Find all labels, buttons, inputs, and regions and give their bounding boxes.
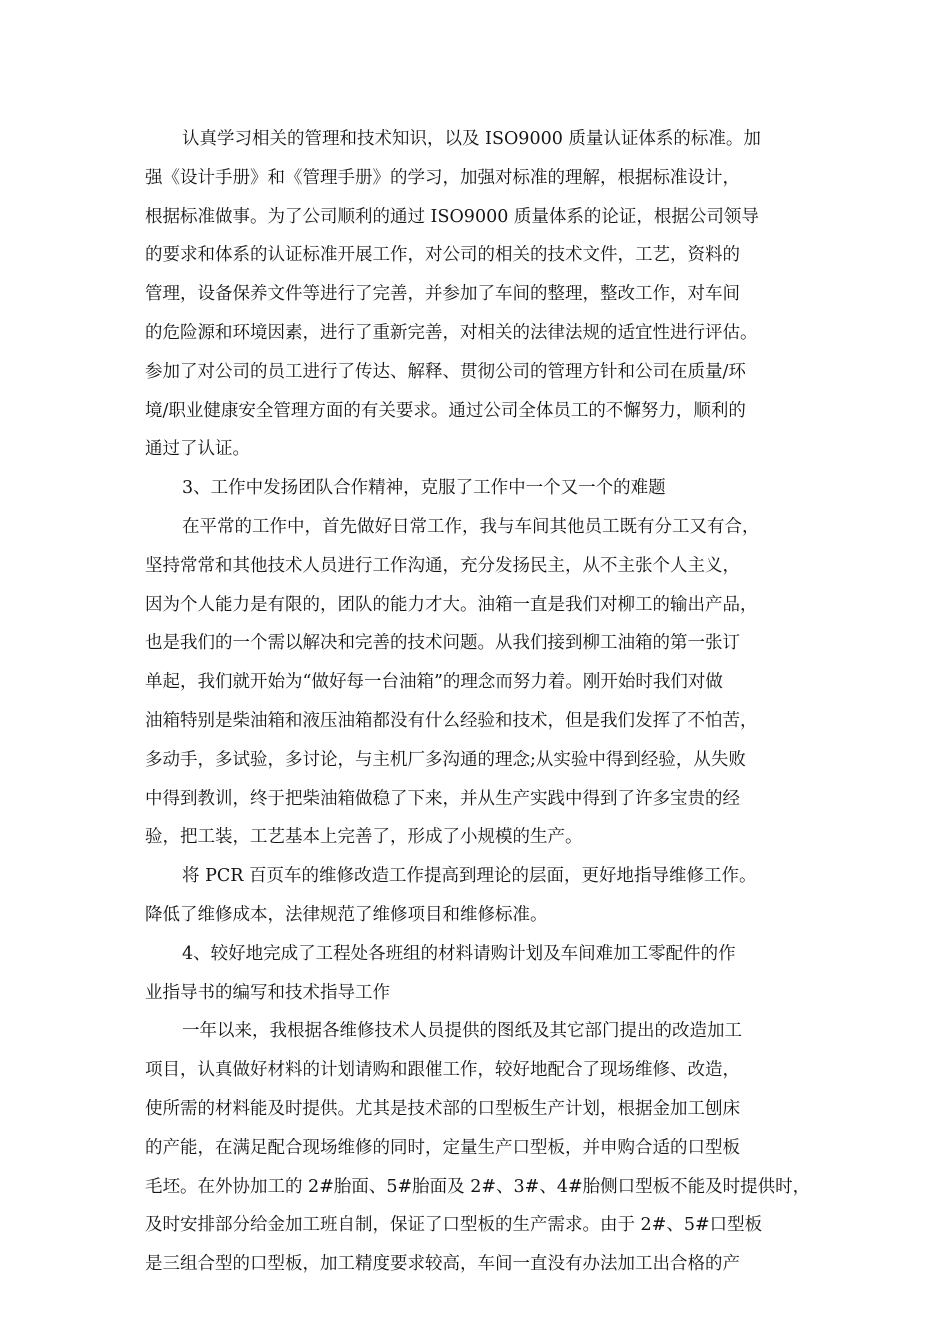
section-heading-continued: 业指导书的编写和技术指导工作 [145, 982, 390, 1003]
text-line: 的产能，在满足配合现场维修的同时，定量生产口型板，并申购合适的口型板 [145, 1137, 740, 1158]
text-line: 毛坯。在外协加工的 2#胎面、5#胎面及 2#、3#、4#胎侧口型板不能及时提供时， [145, 1176, 811, 1197]
text-line: 及时安排部分给金加工班自制，保证了口型板的生产需求。由于 2#、5#口型板 [145, 1215, 763, 1236]
text-line: 通过了认证。 [145, 439, 250, 460]
text-line: 的危险源和环境因素，进行了重新完善，对相关的法律法规的适宜性进行评估。 [145, 322, 758, 343]
text-line: 中得到教训，终于把柴油箱做稳了下来，并从生产实践中得到了许多宝贵的经 [145, 788, 740, 809]
text-line: 降低了维修成本，法律规范了维修项目和维修标准。 [145, 904, 548, 925]
text-line: 参加了对公司的员工进行了传达、解释、贯彻公司的管理方针和公司在质量/环 [145, 361, 746, 382]
text-line: 强《设计手册》和《管理手册》的学习，加强对标准的理解，根据标准设计， [145, 167, 740, 188]
text-line: 的要求和体系的认证标准开展工作，对公司的相关的技术文件，工艺，资料的 [145, 245, 740, 266]
text-line: 油箱特别是柴油箱和液压油箱都没有什么经验和技术，但是我们发挥了不怕苦， [145, 710, 758, 731]
text-line: 项目，认真做好材料的计划请购和跟催工作，较好地配合了现场维修、改造， [145, 1060, 740, 1081]
text-line: 单起，我们就开始为“做好每一台油箱”的理念而努力着。刚开始时我们对做 [145, 672, 723, 693]
text-line: 坚持常常和其他技术人员进行工作沟通，充分发扬民主，从不主张个人主义， [145, 555, 740, 576]
text-line: 是三组合型的口型板，加工精度要求较高，车间一直没有办法加工出合格的产 [145, 1254, 740, 1275]
text-line: 在平常的工作中，首先做好日常工作，我与车间其他员工既有分工又有合， [182, 516, 760, 537]
text-line: 多动手，多试验，多讨论，与主机厂多沟通的理念;从实验中得到经验，从失败 [145, 749, 746, 770]
section-heading: 4、较好地完成了工程处各班组的材料请购计划及车间难加工零配件的作 [182, 943, 736, 964]
text-line: 管理，设备保养文件等进行了完善，并参加了车间的整理，整改工作，对车间 [145, 284, 740, 305]
text-line: 验，把工装，工艺基本上完善了，形成了小规模的生产。 [145, 827, 583, 848]
text-line: 境/职业健康安全管理方面的有关要求。通过公司全体员工的不懈努力，顺利的 [145, 400, 746, 421]
text-line: 一年以来，我根据各维修技术人员提供的图纸及其它部门提出的改造加工 [182, 1021, 742, 1042]
document-body [145, 120, 815, 1284]
text-line: 因为个人能力是有限的，团队的能力才大。油箱一直是我们对柳工的输出产品， [145, 594, 758, 615]
text-line: 使所需的材料能及时提供。尤其是技术部的口型板生产计划，根据金加工刨床 [145, 1098, 740, 1119]
section-heading: 3、工作中发扬团队合作精神，克服了工作中一个又一个的难题 [182, 478, 666, 499]
text-line: 根据标准做事。为了公司顺利的通过 ISO9000 质量体系的论证，根据公司领导 [145, 206, 759, 227]
text-line: 将 PCR 百页车的维修改造工作提高到理论的层面，更好地指导维修工作。 [182, 866, 757, 887]
text-line: 认真学习相关的管理和技术知识，以及 ISO9000 质量认证体系的标准。加 [182, 129, 761, 149]
text-line: 也是我们的一个需以解决和完善的技术问题。从我们接到柳工油箱的第一张订 [145, 633, 740, 654]
